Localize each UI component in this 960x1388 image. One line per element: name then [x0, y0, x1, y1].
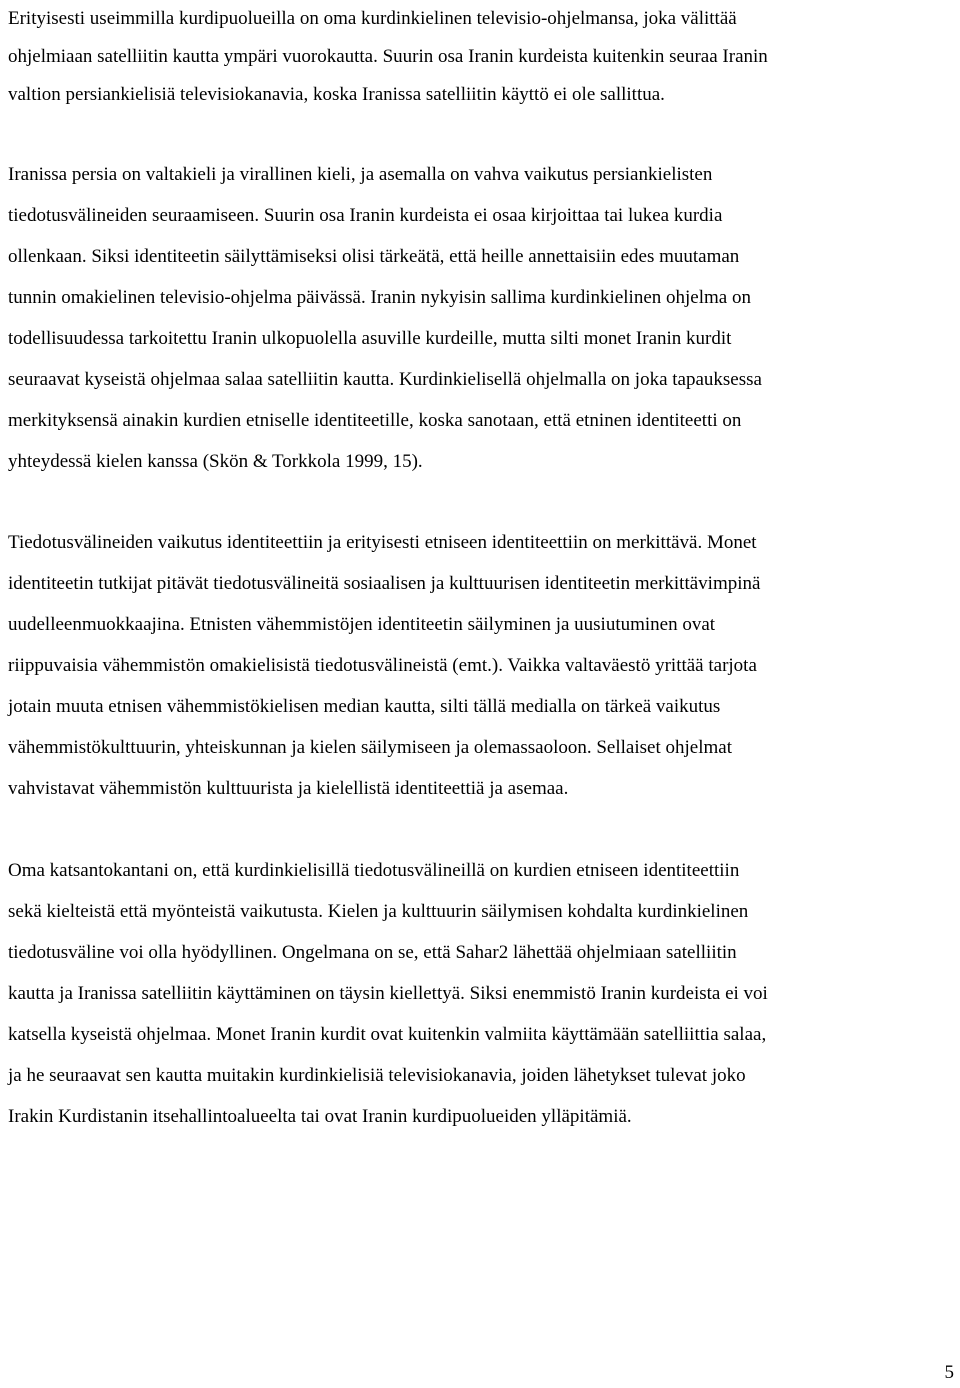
text-line: vähemmistökulttuurin, yhteiskunnan ja kielen säilymiseen ja olemassaoloon. Sellaiset ohjelmat: [8, 737, 732, 758]
text-line: Iranissa persia on valtakieli ja virallinen kieli, ja asemalla on vahva vaikutus persiankielisten: [8, 164, 713, 185]
text-line: Erityisesti useimmilla kurdipuolueilla on oma kurdinkielinen televisio-ohjelmansa, joka välittää: [8, 8, 737, 29]
text-line: todellisuudessa tarkoitettu Iranin ulkopuolella asuville kurdeille, mutta silti monet Iranin kurdit: [8, 328, 732, 349]
paragraph-media-identity: [8, 522, 953, 809]
text-line: sekä kielteistä että myönteistä vaikutusta. Kielen ja kulttuurin säilymisen kohdalta kurdinkielinen: [8, 901, 749, 922]
text-line: kautta ja Iranissa satelliitin käyttäminen on täysin kiellettyä. Siksi enemmistö Iranin kurdeista ei voi: [8, 983, 768, 1004]
text-line: valtion persiankielisiä televisiokanavia, koska Iranissa satelliitin käyttö ei ole sallittua.: [8, 84, 665, 105]
text-line: riippuvaisia vähemmistön omakielisistä tiedotusvälineistä (emt.). Vaikka valtaväestö yrittää tarjota: [8, 655, 757, 676]
paragraph-satellite-tv: [8, 0, 953, 114]
text-line: ohjelmiaan satelliitin kautta ympäri vuorokautta. Suurin osa Iranin kurdeista kuitenkin seuraa Iranin: [8, 46, 768, 67]
text-line: Irakin Kurdistanin itsehallintoalueelta tai ovat Iranin kurdipuolueiden ylläpitämiä.: [8, 1106, 632, 1127]
text-line: tiedotusväline voi olla hyödyllinen. Ongelmana on se, että Sahar2 lähettää ohjelmiaan satelliitin: [8, 942, 737, 963]
text-line: uudelleenmuokkaajina. Etnisten vähemmistöjen identiteetin säilyminen ja uusiutuminen ovat: [8, 614, 716, 635]
text-line: merkityksensä ainakin kurdien etniselle identiteetille, koska sanotaan, että etninen identiteetti on: [8, 410, 742, 431]
text-line: tunnin omakielinen televisio-ohjelma päivässä. Iranin nykyisin sallima kurdinkielinen ohjelma on: [8, 287, 751, 308]
text-line: vahvistavat vähemmistön kulttuurista ja kielellistä identiteettiä ja asemaa.: [8, 778, 569, 799]
paragraph-author-viewpoint: [8, 850, 953, 1137]
text-line: ja he seuraavat sen kautta muitakin kurdinkielisiä televisiokanavia, joiden lähetykset tulevat joko: [8, 1065, 746, 1086]
text-line: Oma katsantokantani on, että kurdinkielisillä tiedotusvälineillä on kurdien etniseen identiteettiin: [8, 860, 740, 881]
text-line: ollenkaan. Siksi identiteetin säilyttämiseksi olisi tärkeätä, että heille annettaisiin edes muutaman: [8, 246, 740, 267]
text-line: seuraavat kyseistä ohjelmaa salaa satelliitin kautta. Kurdinkielisellä ohjelmalla on joka tapauksessa: [8, 369, 762, 390]
text-line: identiteetin tutkijat pitävät tiedotusvälineitä sosiaalisen ja kulttuurisen identiteetin merkittävimpinä: [8, 573, 761, 594]
paragraph-persian-language: [8, 154, 953, 482]
text-line: jotain muuta etnisen vähemmistökielisen median kautta, silti tällä medialla on tärkeä vaikutus: [8, 696, 721, 717]
text-line: katsella kyseistä ohjelmaa. Monet Iranin kurdit ovat kuitenkin valmiita käyttämään satelliittia salaa,: [8, 1024, 767, 1045]
text-line: tiedotusvälineiden seuraamiseen. Suurin osa Iranin kurdeista ei osaa kirjoittaa tai lukea kurdia: [8, 205, 723, 226]
text-line: yhteydessä kielen kanssa (Skön & Torkkola 1999, 15).: [8, 451, 423, 472]
text-line: Tiedotusvälineiden vaikutus identiteettiin ja erityisesti etniseen identiteettiin on merkittävä. Monet: [8, 532, 757, 553]
page-number: 5: [944, 1362, 954, 1383]
